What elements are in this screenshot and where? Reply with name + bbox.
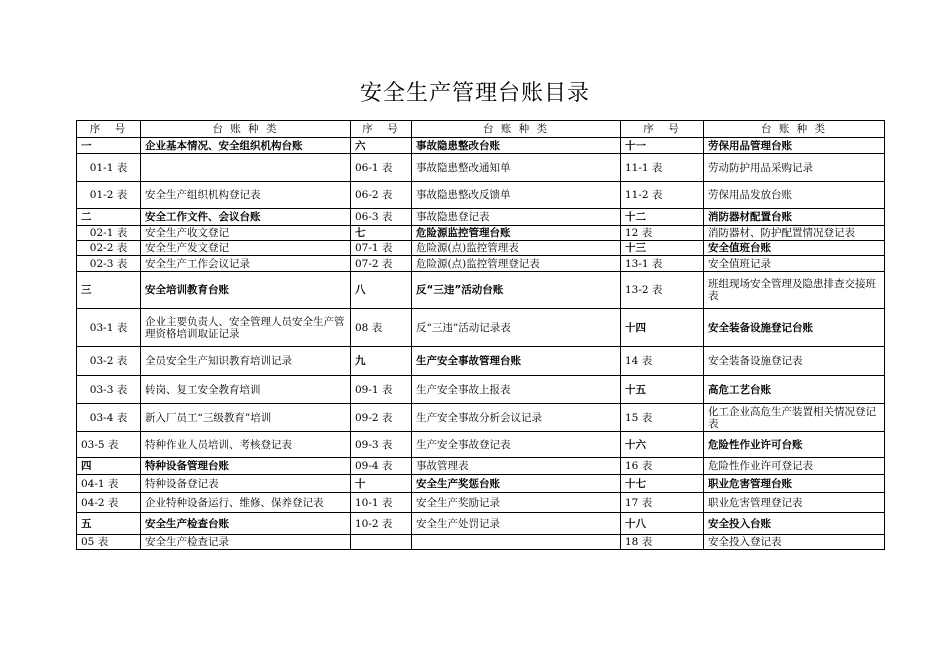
category-cell: 安全值班记录 <box>704 256 885 272</box>
index-cell: 六 <box>351 138 412 154</box>
header-index: 序 号 <box>77 121 141 138</box>
category-cell: 特种设备登记表 <box>141 475 351 493</box>
index-cell: 01-2 表 <box>77 182 141 209</box>
index-cell: 09-2 表 <box>351 404 412 432</box>
category-cell: 企业主要负责人、安全管理人员安全生产管理资格培训取证记录 <box>141 309 351 347</box>
index-cell: 06-2 表 <box>351 182 412 209</box>
index-cell: 08 表 <box>351 309 412 347</box>
index-cell: 10-1 表 <box>351 493 412 513</box>
table-row <box>77 376 885 404</box>
category-cell: 消防器材配置台账 <box>704 209 885 226</box>
category-cell: 安全生产处罚记录 <box>412 513 621 535</box>
table-row <box>77 241 885 256</box>
index-cell: 03-2 表 <box>77 347 141 376</box>
table-row <box>77 404 885 432</box>
index-cell: 九 <box>351 347 412 376</box>
category-cell: 职业危害管理登记表 <box>704 493 885 513</box>
index-cell: 二 <box>77 209 141 226</box>
index-cell: 03-3 表 <box>77 376 141 404</box>
index-cell: 13-1 表 <box>621 256 704 272</box>
category-cell: 特种作业人员培训、考核登记表 <box>141 432 351 458</box>
index-cell: 09-1 表 <box>351 376 412 404</box>
header-category: 台 账 种 类 <box>412 121 621 138</box>
table-header-row <box>77 121 885 138</box>
category-cell: 安全工作文件、会议台账 <box>141 209 351 226</box>
category-cell: 反“三违”活动记录表 <box>412 309 621 347</box>
table-row <box>77 154 885 182</box>
index-cell: 十二 <box>621 209 704 226</box>
table-row <box>77 347 885 376</box>
index-cell: 16 表 <box>621 458 704 475</box>
index-cell: 05 表 <box>77 535 141 550</box>
category-cell: 劳动防护用品采购记录 <box>704 154 885 182</box>
index-cell: 03-5 表 <box>77 432 141 458</box>
category-cell: 安全装备设施登记表 <box>704 347 885 376</box>
category-cell: 转岗、复工安全教育培训 <box>141 376 351 404</box>
category-cell: 危险源(点)监控管理表 <box>412 241 621 256</box>
category-cell: 企业基本情况、安全组织机构台账 <box>141 138 351 154</box>
category-cell: 生产安全事故上报表 <box>412 376 621 404</box>
category-cell: 生产安全事故登记表 <box>412 432 621 458</box>
category-cell: 生产安全事故管理台账 <box>412 347 621 376</box>
index-cell: 13-2 表 <box>621 272 704 309</box>
category-cell: 消防器材、防护配置情况登记表 <box>704 226 885 241</box>
table-row <box>77 272 885 309</box>
index-cell: 09-3 表 <box>351 432 412 458</box>
table-row <box>77 513 885 535</box>
category-cell: 新入厂员工“三级教育”培训 <box>141 404 351 432</box>
category-cell: 事故隐患登记表 <box>412 209 621 226</box>
category-cell: 事故管理表 <box>412 458 621 475</box>
category-cell: 事故隐患整改通知单 <box>412 154 621 182</box>
table-row <box>77 309 885 347</box>
index-cell: 06-1 表 <box>351 154 412 182</box>
table-row <box>77 256 885 272</box>
category-cell: 安全生产奖励记录 <box>412 493 621 513</box>
category-cell: 安全值班台账 <box>704 241 885 256</box>
table-row <box>77 535 885 550</box>
category-cell: 安全生产工作会议记录 <box>141 256 351 272</box>
category-cell: 危险源(点)监控管理登记表 <box>412 256 621 272</box>
index-cell: 04-1 表 <box>77 475 141 493</box>
category-cell: 安全生产检查台账 <box>141 513 351 535</box>
index-cell: 三 <box>77 272 141 309</box>
index-cell: 01-1 表 <box>77 154 141 182</box>
table-row <box>77 209 885 226</box>
category-cell: 安全生产奖惩台账 <box>412 475 621 493</box>
category-cell <box>141 154 351 182</box>
index-cell <box>351 535 412 550</box>
header-category: 台 账 种 类 <box>704 121 885 138</box>
category-cell: 安全生产检查记录 <box>141 535 351 550</box>
table-row <box>77 182 885 209</box>
index-cell: 18 表 <box>621 535 704 550</box>
index-cell: 七 <box>351 226 412 241</box>
table-row <box>77 138 885 154</box>
category-cell <box>412 535 621 550</box>
index-cell: 11-1 表 <box>621 154 704 182</box>
category-cell: 安全投入台账 <box>704 513 885 535</box>
index-cell: 07-2 表 <box>351 256 412 272</box>
category-cell: 危险源监控管理台账 <box>412 226 621 241</box>
category-cell: 安全生产组织机构登记表 <box>141 182 351 209</box>
category-cell: 劳保用品管理台账 <box>704 138 885 154</box>
index-cell: 03-4 表 <box>77 404 141 432</box>
index-cell: 十五 <box>621 376 704 404</box>
index-cell: 17 表 <box>621 493 704 513</box>
index-cell: 06-3 表 <box>351 209 412 226</box>
category-cell: 安全投入登记表 <box>704 535 885 550</box>
category-cell: 职业危害管理台账 <box>704 475 885 493</box>
category-cell: 安全培训教育台账 <box>141 272 351 309</box>
index-cell: 03-1 表 <box>77 309 141 347</box>
category-cell: 高危工艺台账 <box>704 376 885 404</box>
category-cell: 企业特种设备运行、维修、保养登记表 <box>141 493 351 513</box>
category-cell: 生产安全事故分析会议记录 <box>412 404 621 432</box>
index-cell: 12 表 <box>621 226 704 241</box>
index-cell: 02-1 表 <box>77 226 141 241</box>
index-cell: 十一 <box>621 138 704 154</box>
table-row <box>77 475 885 493</box>
table-row <box>77 432 885 458</box>
index-cell: 09-4 表 <box>351 458 412 475</box>
category-cell: 危险性作业许可台账 <box>704 432 885 458</box>
index-cell: 四 <box>77 458 141 475</box>
index-cell: 02-2 表 <box>77 241 141 256</box>
table-row <box>77 226 885 241</box>
category-cell: 事故隐患整改台账 <box>412 138 621 154</box>
category-cell: 全员安全生产知识教育培训记录 <box>141 347 351 376</box>
index-cell: 15 表 <box>621 404 704 432</box>
index-cell: 十六 <box>621 432 704 458</box>
index-cell: 八 <box>351 272 412 309</box>
category-cell: 化工企业高危生产装置相关情况登记表 <box>704 404 885 432</box>
category-cell: 安全装备设施登记台账 <box>704 309 885 347</box>
index-cell: 10-2 表 <box>351 513 412 535</box>
index-cell: 07-1 表 <box>351 241 412 256</box>
category-cell: 危险性作业许可登记表 <box>704 458 885 475</box>
index-cell: 11-2 表 <box>621 182 704 209</box>
category-cell: 安全生产收文登记 <box>141 226 351 241</box>
header-index: 序 号 <box>351 121 412 138</box>
index-cell: 04-2 表 <box>77 493 141 513</box>
index-cell: 02-3 表 <box>77 256 141 272</box>
category-cell: 劳保用品发放台账 <box>704 182 885 209</box>
table-row <box>77 458 885 475</box>
index-cell: 五 <box>77 513 141 535</box>
index-cell: 14 表 <box>621 347 704 376</box>
index-cell: 十 <box>351 475 412 493</box>
header-index: 序 号 <box>621 121 704 138</box>
category-cell: 反“三违”活动台账 <box>412 272 621 309</box>
category-cell: 班组现场安全管理及隐患排查交接班表 <box>704 272 885 309</box>
category-cell: 安全生产发文登记 <box>141 241 351 256</box>
table-row <box>77 493 885 513</box>
index-cell: 十三 <box>621 241 704 256</box>
page-title: 安全生产管理台账目录 <box>359 81 590 106</box>
ledger-table <box>76 120 885 550</box>
category-cell: 事故隐患整改反馈单 <box>412 182 621 209</box>
index-cell: 一 <box>77 138 141 154</box>
category-cell: 特种设备管理台账 <box>141 458 351 475</box>
header-category: 台 账 种 类 <box>141 121 351 138</box>
index-cell: 十八 <box>621 513 704 535</box>
index-cell: 十四 <box>621 309 704 347</box>
index-cell: 十七 <box>621 475 704 493</box>
